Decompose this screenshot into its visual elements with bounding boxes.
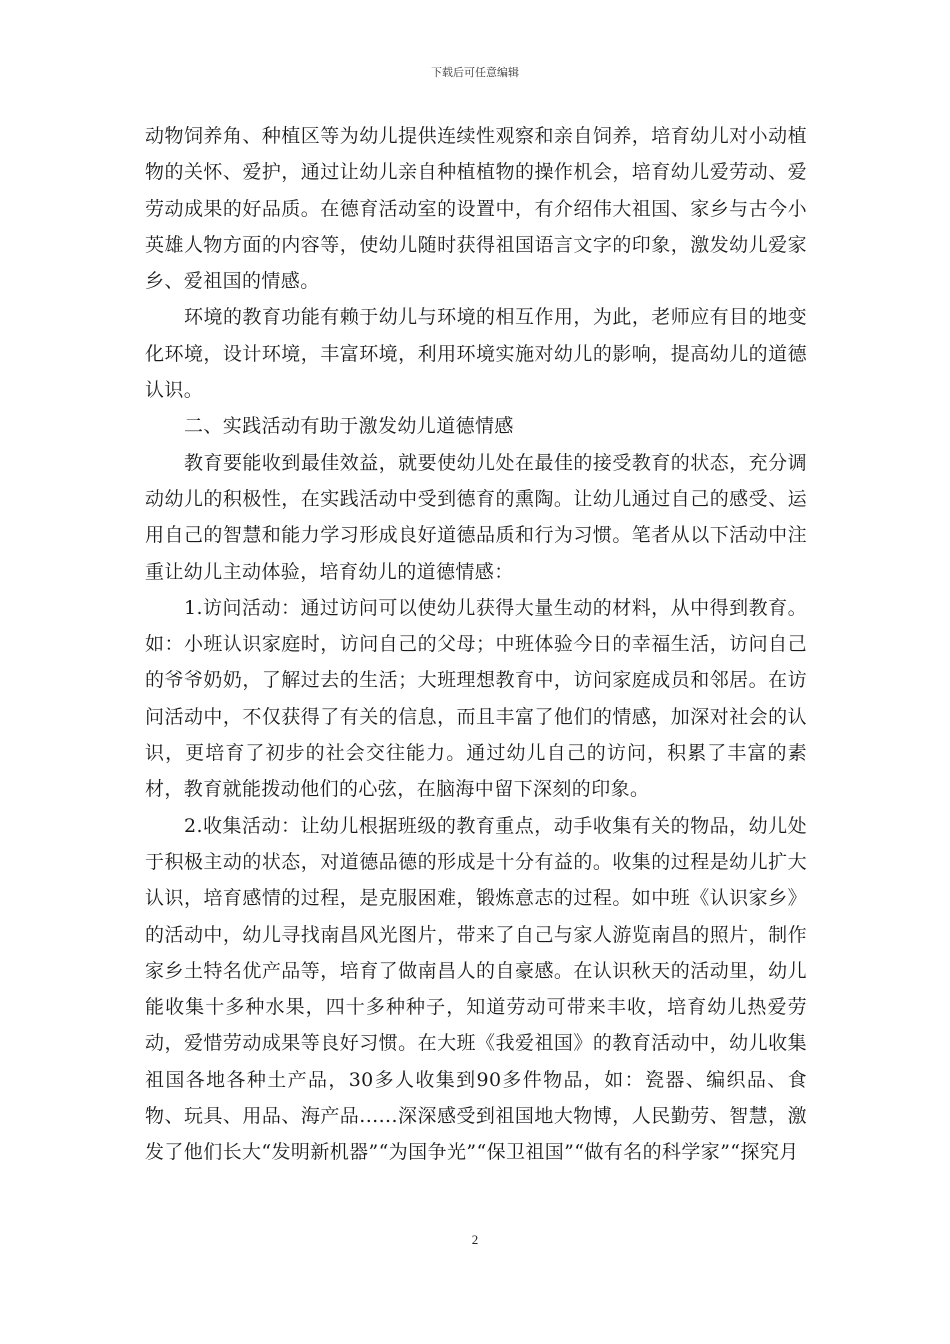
paragraph-visit-activity: 1.访问活动：通过访问可以使幼儿获得大量生动的材料，从中得到教育。如：小班认识家庭时，访问自己的父母；中班体验今日的幸福生活，访问自己的爷爷奶奶，了解过去的生活；大班理想教育中，访问家庭成员和邻居。在访问活动中，不仅获得了有关的信息，而且丰富了他们的情感，加深对社会的认识，更培育了初步的社会交往能力。通过幼儿自己的访问，积累了丰富的素材，教育就能拨动他们的心弦，在脑海中留下深刻的印象。 [145,596,807,801]
paragraph-education-benefit: 教育要能收到最佳效益，就要使幼儿处在最佳的接受教育的状态，充分调动幼儿的积极性，在实践活动中受到德育的熏陶。让幼儿通过自己的感受、运用自己的智慧和能力学习形成良好道德品质和行为习惯。笔者从以下活动中注重让幼儿主动体验，培育幼儿的道德情感： [145,451,807,583]
document-body [145,118,807,1171]
page-number: 2 [471,1232,479,1247]
paragraph-collection-activity: 2.收集活动：让幼儿根据班级的教育重点，动手收集有关的物品，幼儿处于积极主动的状态，对道德品德的形成是十分有益的。收集的过程是幼儿扩大认识，培育感情的过程，是克服困难，锻炼意志的过程。如中班《认识家乡》的活动中，幼儿寻找南昌风光图片，带来了自己与家人游览南昌的照片，制作家乡土特名优产品等，培育了做南昌人的自豪感。在认识秋天的活动里，幼儿能收集十多种水果，四十多种种子，知道劳动可带来丰收，培育幼儿热爱劳动，爱惜劳动成果等良好习惯。在大班《我爱祖国》的教育活动中，幼儿收集祖国各地各种土产品，30多人收集到90多件物品，如：瓷器、编织品、食物、玩具、用品、海产品......深深感受到祖国地大物博，人民勤劳、智慧，激发了他们长大“发明新机器”“为国争光”“保卫祖国”“做有名的科学家”“探究月 [145,814,807,1164]
section-heading-practice-activities: 二、实践活动有助于激发幼儿道德情感 [184,415,514,438]
page-header: 下载后可任意编辑 [431,66,519,79]
paragraph-environment-continued: 动物饲养角、种植区等为幼儿提供连续性观察和亲自饲养，培育幼儿对小动植物的关怀、爱护，通过让幼儿亲自种植植物的操作机会，培育幼儿爱劳动、爱劳动成果的好品质。在德育活动室的设置中，有介绍伟大祖国、家乡与古今小英雄人物方面的内容等，使幼儿随时获得祖国语言文字的印象，激发幼儿爱家乡、爱祖国的情感。 [145,125,807,293]
paragraph-environment-function: 环境的教育功能有赖于幼儿与环境的相互作用，为此，老师应有目的地变化环境，设计环境，丰富环境，利用环境实施对幼儿的影响，提高幼儿的道德认识。 [145,306,807,402]
